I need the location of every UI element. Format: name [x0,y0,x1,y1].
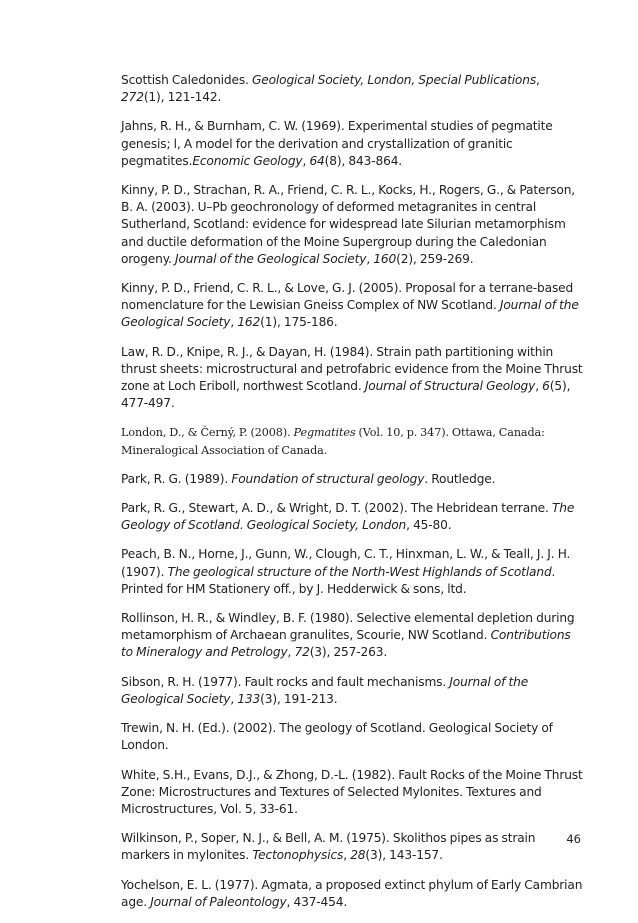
reference-text: Park, R. G., Stewart, A. D., & Wright, D. T. (2002). The Hebridean terrane. [121,501,552,516]
reference-text: Sibson, R. H. (1977). Fault rocks and fault mechanisms. [121,674,450,689]
reference-text: , [535,379,543,394]
reference-text: Rollinson, H. R., & Windley, B. F. (1980). Selective elemental depletion during metamorphism of Archaean granulites, Scourie, NW Scotland. [121,611,575,643]
reference-text: (3), 191-213. [260,691,338,706]
reference-entry [121,720,583,754]
reference-entry [121,767,583,819]
reference-text: , [302,153,310,168]
reference-entry [121,280,583,332]
reference-italic-text: Tectonophysics [252,848,344,863]
reference-entry [121,424,583,458]
reference-entry [121,610,583,662]
reference-text: Trewin, N. H. (Ed.). (2002). The geology of Scotland. Geological Society of London. [121,721,553,753]
reference-text: London, D., & Černý, P. (2008). [121,426,294,440]
reference-entry [121,546,583,598]
reference-entry [121,72,583,106]
reference-text: , [343,848,351,863]
reference-text: (3), 257-263. [309,645,388,660]
reference-entry [121,877,583,911]
reference-italic-text: The geological structure of the North-West Highlands of Scotland [167,564,552,579]
reference-entry [121,182,583,268]
reference-text: , [366,251,374,266]
reference-text: White, S.H., Evans, D.J., & Zhong, D.-L. (1982). Fault Rocks of the Moine Thrust Zone: Microstructures and Textures of Selected Mylonites. Textures and Microstructures, Vol. 5, 33-61. [121,767,583,816]
reference-text: Yochelson, E. L. (1977). Agmata, a proposed extinct phylum of Early Cambrian age. [121,877,583,909]
reference-italic-text: Economic Geology [192,153,303,168]
reference-entry [121,500,583,534]
reference-text: , 45-80. [406,518,452,533]
reference-italic-text: 272 [121,90,144,105]
reference-text: Scottish Caledonides. [121,73,252,87]
reference-text: Peach, B. N., Horne, J., Gunn, W., Clough, C. T., Hinxman, L. W., & Teall, J. J. H. (1907). [121,547,571,579]
reference-text: Park, R. G. (1989). [121,471,232,486]
reference-entry [121,674,583,708]
reference-list [121,72,583,923]
reference-italic-text: 28 [350,848,366,863]
reference-text: (1), 175-186. [260,315,338,330]
reference-italic-text: 133 [237,691,261,706]
reference-text: , [230,691,238,706]
reference-italic-text: 6 [542,379,550,394]
reference-text: Kinny, P. D., Strachan, R. A., Friend, C. R. L., Kocks, H., Rogers, G., & Paterson, B. A. (2003). U–Pb geochronology of deformed metagranites in central Sutherland, Scotland: evidence for widespread late Silurian metamorphism and ductile deformation of the Moine Supergroup during the Caledonian orogeny. [121,183,576,266]
reference-text: Wilkinson, P., Soper, N. J., & Bell, A. M. (1975). Skolithos pipes as strain markers in mylonites. [121,831,536,863]
reference-entry [121,344,583,413]
reference-italic-text: 72 [294,645,310,660]
reference-italic-text: Journal of the Geological Society [121,674,529,706]
reference-text: (5), 477-497. [121,379,571,411]
reference-italic-text: Journal of Structural Geology [364,379,536,394]
reference-text: (3), 143-157. [365,848,443,863]
reference-text: , [287,645,295,660]
reference-text: , [536,73,540,87]
reference-italic-text: Journal of Paleontology [150,894,287,909]
reference-italic-text: Geological Society, London, Special Publications [251,73,537,87]
reference-italic-text: Journal of the Geological Society [121,298,579,330]
reference-text: (8), 843-864. [324,153,403,168]
reference-italic-text: Pegmatites [293,426,356,440]
reference-text: (1), 121-142. [143,90,222,105]
reference-text: , [230,315,238,330]
reference-text: . Printed for HM Stationery off., by J. Hedderwick & sons, ltd. [121,564,556,596]
page-number: 46 [566,832,581,846]
reference-entry [121,471,583,488]
reference-text: Jahns, R. H., & Burnham, C. W. (1969). Experimental studies of pegmatite genesis; l, A model for the derivation and crystallization of granitic pegmatites. [121,119,553,168]
reference-text: Law, R. D., Knipe, R. J., & Dayan, H. (1984). Strain path partitioning within thrust sheets: microstructural and petrofabric evidence from the Moine Thrust zone at Loch Eriboll, northwest Scotland. [121,344,583,394]
reference-italic-text: 64 [309,153,325,168]
reference-text: Kinny, P. D., Friend, C. R. L., & Love, G. J. (2005). Proposal for a terrane-based nomenclature for the Lewisian Gneiss Complex of NW Scotland. [121,281,574,313]
reference-italic-text: Journal of the Geological Society [175,251,367,266]
reference-text: . Routledge. [424,471,496,486]
reference-text: , 437-454. [286,894,348,909]
reference-italic-text: Contributions to Mineralogy and Petrology [121,628,571,660]
reference-italic-text: The Geology of Scotland. Geological Society, London [121,501,575,533]
reference-italic-text: 162 [237,315,261,330]
reference-entry [121,830,583,864]
reference-text: (Vol. 10, p. 347). Ottawa, Canada: Mineralogical Association of Canada. [121,426,545,457]
reference-italic-text: Foundation of structural geology [231,471,425,486]
reference-entry [121,118,583,170]
reference-italic-text: 160 [373,251,397,266]
reference-text: (2), 259-269. [396,251,474,266]
